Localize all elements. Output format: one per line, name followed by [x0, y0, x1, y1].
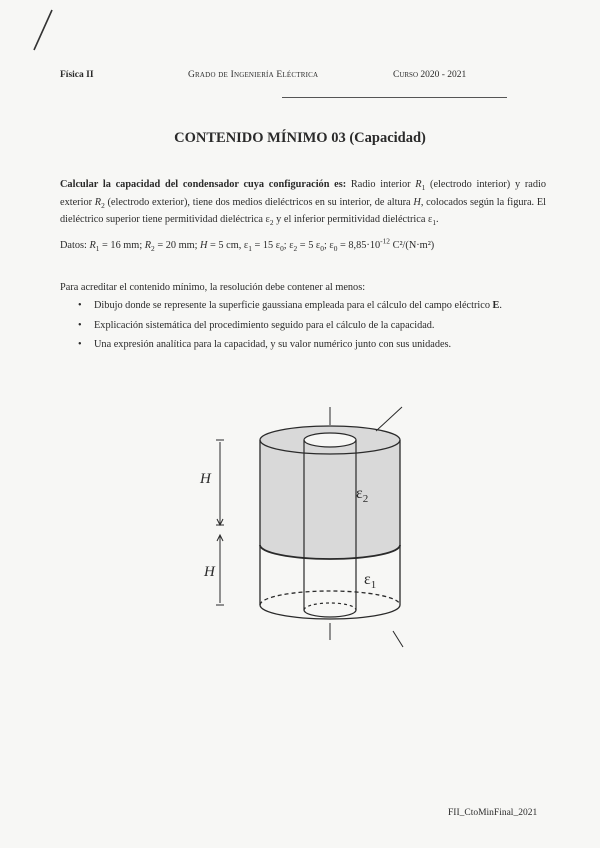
statement-text: (electrodo exterior), tiene dos medios dieléctricos en su interior, de altura — [104, 196, 414, 208]
field-symbol-e: E — [492, 300, 500, 311]
list-item — [78, 335, 548, 355]
data-r1-index: 1 — [95, 244, 100, 254]
data-r1-value: = 16 mm; — [99, 240, 145, 251]
statement-text: , colocados según la figura. El dieléctrico superior tiene permitividad dieléctrica ε — [60, 196, 547, 225]
symbol-r2: R — [94, 196, 102, 208]
list-item-text: Explicación sistemática del procedimiento seguido para el cálculo de la capacidad. — [94, 319, 435, 331]
statement-text: y el inferior permitividad dieléctrica ε — [273, 214, 433, 225]
data-separator: ; ε — [323, 240, 334, 251]
list-item — [78, 316, 548, 336]
data-eps0-index: 0 — [280, 244, 284, 254]
data-eps0-exponent: -12 — [380, 236, 390, 246]
label-h-top: H — [200, 471, 211, 487]
data-line — [60, 236, 546, 254]
symbol-h: H — [413, 196, 421, 208]
symbol-r1-index: 1 — [421, 183, 426, 193]
label-h-bottom: H — [204, 564, 215, 580]
statement-text: (electrodo interior) y radio exterior — [60, 179, 546, 208]
symbol-r2-index: 2 — [101, 200, 105, 210]
symbol-eps2-index: 2 — [269, 218, 274, 228]
data-r2-value: = 20 mm; — [154, 240, 201, 251]
data-label: Datos: — [60, 240, 90, 251]
label-eps1: $\varepsilon_1$ — [364, 571, 377, 591]
requirements-list — [78, 296, 548, 355]
document-header — [60, 70, 530, 84]
data-r1: R — [89, 240, 96, 251]
list-item-text: Dibujo donde se represente la superficie gaussiana empleada para el cálculo del campo eléctrico — [94, 300, 493, 311]
data-r2-index: 2 — [151, 244, 155, 254]
statement-lead: Calcular la capacidad del condensador cuya configuración es: — [60, 179, 347, 190]
data-eps1-value: = 15 ε — [251, 240, 281, 251]
footer-code: FII_CtoMinFinal_2021 — [448, 808, 538, 818]
data-h-value: = 5 cm, ε — [207, 240, 249, 251]
data-eps0-units: C²/(N·m²) — [390, 240, 435, 251]
list-item-text: Una expresión analítica para la capacidad, y su valor numérico junto con sus unidades. — [94, 339, 452, 350]
data-eps2-value: = 5 ε — [297, 240, 321, 251]
bullet-icon: • — [78, 300, 82, 311]
header-subject: Física II — [60, 70, 94, 80]
data-eps2-index: 2 — [293, 244, 298, 254]
header-degree: Grado de Ingeniería Eléctrica — [188, 70, 319, 80]
header-course: Curso 2020 - 2021 — [393, 70, 467, 80]
requirements-intro: Para acreditar el contenido mínimo, la resolución debe contener al menos: — [60, 282, 366, 293]
statement-text: Radio interior — [346, 179, 416, 190]
data-separator: ; ε — [283, 240, 294, 251]
symbol-r1: R — [415, 179, 422, 190]
data-eps1-index: 1 — [248, 244, 252, 254]
data-eps0-index: 0 — [333, 244, 338, 254]
data-eps0-value: = 8,85·10 — [337, 240, 381, 251]
data-r2: R — [144, 240, 152, 251]
list-item-end: . — [499, 300, 502, 311]
bullet-icon: • — [78, 339, 82, 350]
problem-statement — [60, 176, 546, 229]
label-eps2: $\varepsilon_2$ — [356, 485, 369, 505]
document-title: CONTENIDO MÍNIMO 03 (Capacidad) — [174, 130, 426, 146]
pen-mark — [28, 8, 58, 54]
bullet-icon: • — [78, 319, 82, 331]
header-rule — [282, 97, 507, 98]
statement-text: . — [436, 214, 439, 225]
list-item — [78, 296, 548, 316]
height-dimensions — [216, 440, 224, 605]
data-h: H — [200, 240, 208, 251]
capacitor-figure — [180, 395, 430, 660]
data-eps0-index: 0 — [320, 244, 324, 254]
symbol-eps1-index: 1 — [432, 218, 437, 228]
